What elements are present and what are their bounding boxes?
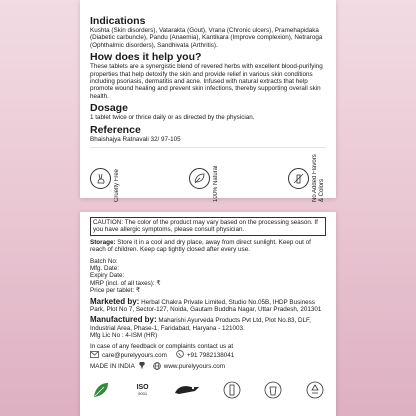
product-info-card — [80, 0, 336, 203]
manufactured-label: Manufactured by: — [90, 315, 157, 325]
feedback-text: In case of any feedback or complaints contact us at — [90, 342, 234, 350]
caution-box: CAUTION: The color of the product may vary based on the processing season. If you have allergic symptoms, please consult physician. — [90, 217, 326, 236]
contact-row — [90, 350, 326, 361]
reference-heading: Reference — [90, 123, 141, 136]
batch-no: Batch No: — [90, 257, 118, 265]
marketed-label: Marketed by: — [90, 296, 140, 306]
leaf-icon — [189, 168, 210, 189]
recycle-icon — [304, 379, 326, 401]
india-map-icon — [138, 361, 146, 373]
email-link[interactable]: care@purelyyours.com — [102, 351, 167, 359]
reference-text: Bhaishajya Ratnavali 32/ 97-105 — [90, 135, 181, 143]
badge-row — [90, 147, 326, 202]
rupee-symbol: ₹ — [135, 287, 140, 295]
whatsapp-icon — [176, 350, 184, 361]
how-it-helps-section — [90, 52, 326, 100]
price-per-tablet-label: Price per tablet: — [90, 287, 135, 295]
mfg-license: Mfg Lic No : 4-ISM (HR) — [90, 332, 158, 340]
marketed-text: Herbal Chakra Private Limited, Studio No.05B, IHDP Business Park, Plot No 7, Sector-127, Noida, Gautam Buddha Nagar, Uttar Pradesh, 201301 — [90, 298, 322, 314]
badge-label: Cruelty Free — [114, 169, 120, 203]
iso-text: ISO — [136, 384, 149, 392]
badge-label: No Added Flavors & Colors — [312, 154, 325, 203]
mrp-line — [90, 280, 326, 287]
website-link[interactable]: www.purelyyours.com — [163, 363, 226, 371]
storage-line — [90, 239, 326, 254]
manufactured-text: Maharishi Ayurveda Products Pvt Ltd, Plot No.83, DLF, Industrial Area, Phase-1, Faridabad, Haryana - 121003. — [90, 317, 311, 332]
make-in-india-logo-icon — [173, 379, 201, 401]
dosage-heading: Dosage — [90, 102, 128, 115]
indications-text: Kushta (Skin disorders), Vatarakta (Gout), Vrana (Chronic ulcers), Pramehapidaka (Diabetic carbuncle), Pandu (Anaemia), Kantikara (Improve complexion), Netraroga (Ophthalmic disorders), Sandhivata (Arthritis). — [90, 27, 323, 49]
mrp-label: MRP (incl. of all taxes): — [90, 279, 155, 287]
dosage-section — [90, 103, 326, 121]
indications-section — [90, 16, 326, 49]
rupee-symbol: ₹ — [156, 279, 161, 287]
marketed-by — [90, 298, 326, 314]
iso-9001-logo-icon — [132, 379, 154, 401]
storage-text: Store it in a cool and dry place, away from direct sunlight. Keep out of reach of children. Keep cap tightly closed after every use. — [90, 238, 311, 254]
how-it-helps-text: These tablets are a synergistic blend of revered herbs with excellent blood-purifying properties that help detoxify the skin and provide relief in various skin conditions including psoriasis, dermatitis and acne. Infused with natural extracts that help promote wound healing and prevent skin infections, thereby supporting overall skin health. — [90, 63, 323, 100]
batch-details — [90, 258, 326, 295]
bottle-recycle-icon — [221, 379, 243, 401]
globe-icon — [153, 362, 161, 373]
reference-section — [90, 125, 326, 143]
dosage-text: 1 tablet twice or thrice daily or as directed by the physician. — [90, 114, 255, 122]
badge-cruelty-free — [90, 154, 121, 202]
rabbit-icon — [90, 168, 111, 189]
certification-logos — [90, 379, 326, 401]
website-row — [90, 361, 326, 373]
how-it-helps-heading: How does it help you? — [90, 51, 202, 64]
storage-label: Storage: — [90, 238, 116, 246]
no-flavor-bottle-icon — [288, 168, 309, 189]
badge-natural — [189, 154, 220, 202]
label-back-card — [80, 212, 336, 416]
mail-icon — [90, 351, 99, 361]
price-per-tablet-line — [90, 287, 326, 294]
badge-label: 100% Natural — [213, 165, 219, 203]
made-in-india-text: MADE IN INDIA — [90, 363, 135, 371]
indications-heading: Indications — [90, 15, 146, 27]
mfg-date: Mfg. Date: — [90, 265, 120, 273]
phone-link[interactable]: +91 7982138041 — [186, 351, 235, 359]
manufactured-by — [90, 316, 326, 332]
ayush-leaf-logo-icon — [90, 379, 112, 401]
iso-number: 9001 — [138, 391, 148, 397]
badge-no-flavors — [288, 154, 326, 202]
dispose-bin-icon — [262, 379, 284, 401]
expiry-date: Expiry Date: — [90, 272, 125, 280]
